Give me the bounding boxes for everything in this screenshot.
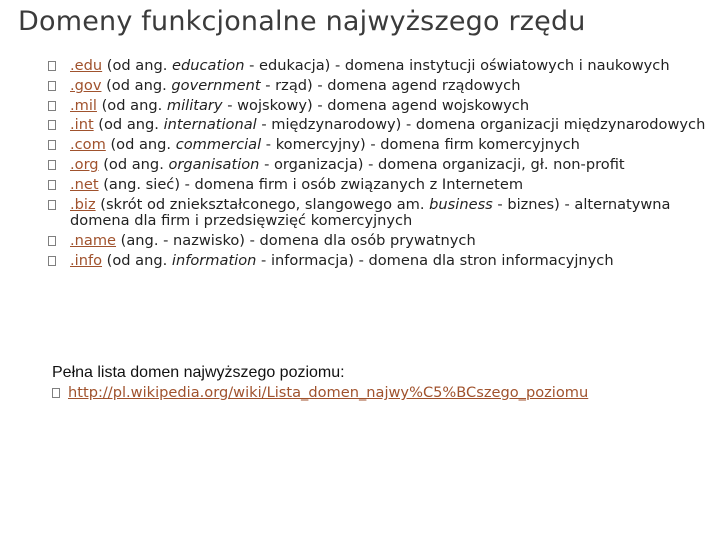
- item-text: (od ang.: [102, 57, 173, 74]
- list-item: [48, 58, 708, 75]
- list-item: [48, 253, 708, 270]
- bullet-icon: [48, 140, 56, 150]
- english-term: organisation: [168, 155, 260, 173]
- domain-list: [48, 58, 708, 272]
- list-item: [48, 157, 708, 174]
- domain-link[interactable]: .edu: [70, 57, 103, 74]
- item-text: (od ang.: [101, 76, 172, 94]
- item-text: (od ang.: [96, 96, 167, 114]
- bullet-icon: [48, 256, 56, 266]
- footer-heading: Pełna lista domen najwyższego poziomu:: [52, 364, 345, 381]
- domain-link[interactable]: .gov: [70, 76, 102, 94]
- english-term: business: [429, 195, 493, 213]
- english-term: international: [163, 116, 257, 134]
- domain-link[interactable]: .net: [70, 175, 99, 193]
- list-item: [48, 117, 708, 134]
- item-text: (ang. sieć) - domena firm i osób związanych z Internetem: [98, 175, 524, 193]
- domain-link[interactable]: .com: [70, 136, 106, 154]
- list-item: [48, 197, 708, 230]
- slide-title: Domeny funkcjonalne najwyższego rzędu: [18, 6, 586, 37]
- english-term: military: [166, 96, 223, 114]
- item-text: (od ang.: [98, 155, 169, 173]
- english-term: education: [172, 57, 245, 74]
- bullet-icon: [48, 236, 56, 246]
- domain-link[interactable]: .mil: [70, 96, 97, 114]
- domain-link[interactable]: .org: [70, 155, 99, 173]
- item-text: (skrót od zniekształconego, slangowego am.: [95, 195, 430, 213]
- bullet-icon: [48, 160, 56, 170]
- item-text: (od ang.: [105, 136, 176, 154]
- item-text: (od ang.: [93, 116, 164, 134]
- english-term: commercial: [175, 136, 262, 154]
- bullet-icon: [48, 180, 56, 190]
- bullet-icon: [48, 101, 56, 111]
- list-item: [48, 137, 708, 154]
- bullet-icon: [52, 388, 60, 398]
- domain-link[interactable]: .int: [70, 116, 94, 134]
- item-text: - organizacja) - domena organizacji, gł. non-profit: [259, 155, 625, 173]
- bullet-icon: [48, 200, 56, 210]
- list-item: [48, 78, 708, 95]
- list-item: [48, 233, 708, 250]
- list-item: [48, 177, 708, 194]
- domain-link[interactable]: .name: [70, 231, 117, 249]
- item-text: - informacja) - domena dla stron informacyjnych: [256, 251, 614, 269]
- domain-link[interactable]: .biz: [70, 195, 96, 213]
- item-text: - rząd) - domena agend rządowych: [260, 76, 521, 94]
- english-term: information: [171, 251, 257, 269]
- domain-link[interactable]: .info: [70, 251, 103, 269]
- bullet-icon: [48, 120, 56, 130]
- list-item: [48, 98, 708, 115]
- footer-link-row: [52, 384, 588, 401]
- item-text: (ang. - nazwisko) - domena dla osób prywatnych: [116, 231, 476, 249]
- item-text: (od ang.: [102, 251, 172, 269]
- item-text: - międzynarodowy) - domena organizacji międzynarodowych: [256, 116, 706, 134]
- bullet-icon: [48, 61, 56, 71]
- item-text: - biznes) - alternatywna domena dla firm i przedsięwzięć komercyjnych: [70, 195, 671, 230]
- item-text: - komercyjny) - domena firm komercyjnych: [261, 136, 580, 154]
- english-term: government: [171, 76, 261, 94]
- bullet-icon: [48, 81, 56, 91]
- item-text: - edukacja) - domena instytucji oświatowych i naukowych: [244, 57, 670, 74]
- wikipedia-link[interactable]: http://pl.wikipedia.org/wiki/Lista_domen_najwy%C5%BCszego_poziomu: [68, 384, 589, 401]
- item-text: - wojskowy) - domena agend wojskowych: [222, 96, 530, 114]
